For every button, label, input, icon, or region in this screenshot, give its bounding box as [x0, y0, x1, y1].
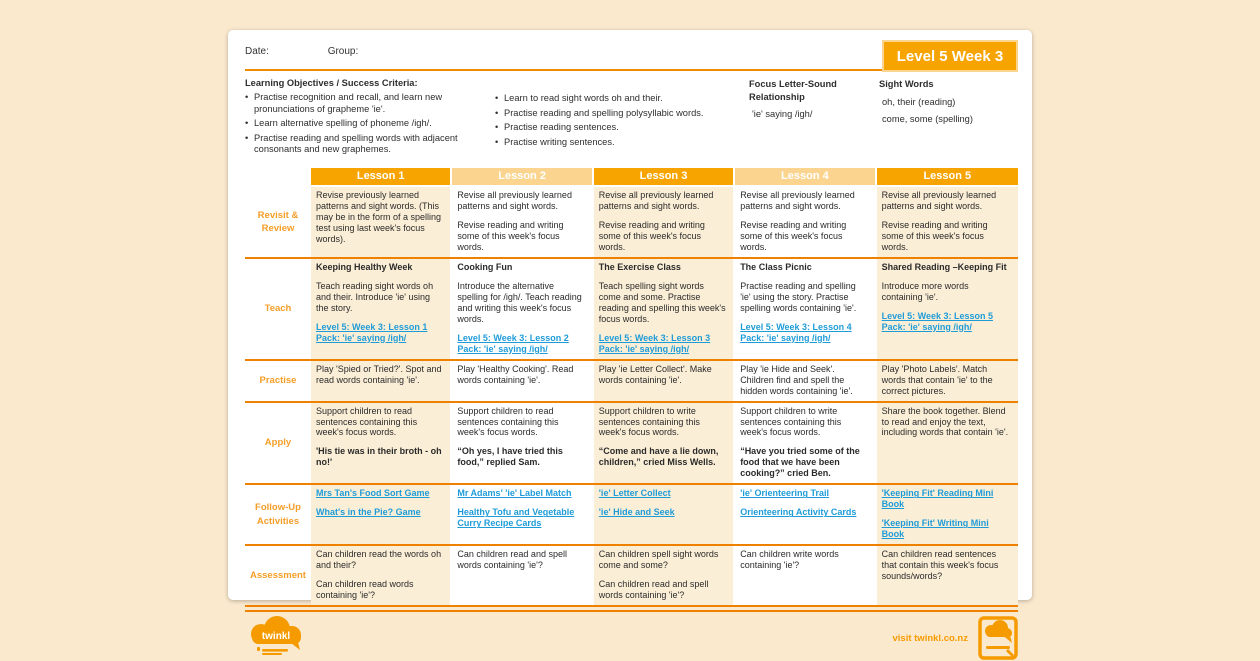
group-label: Group:: [327, 46, 359, 57]
lesson-header-1: Lesson 1: [311, 168, 452, 185]
cell-text: Practise reading and spelling 'ie' using the story. Practise spelling words containing 'ie'.: [740, 280, 857, 313]
focus-heading: Focus Letter-Sound Relationship: [749, 79, 837, 102]
cell-assessment-lesson-3: [594, 546, 735, 605]
cell-assessment-lesson-2: [452, 546, 593, 605]
cell-text: Share the book together. Blend to read and enjoy the text, including words that contain 'ie'.: [881, 405, 1009, 438]
cell-revisit-lesson-1: [311, 187, 452, 257]
resource-link[interactable]: Healthy Tofu and Vegetable Curry Recipe Cards: [457, 507, 575, 529]
cell-text: Revise all previously learned patterns and sight words.: [598, 190, 714, 211]
objectives-list-2: [495, 93, 745, 148]
lesson-header-3: Lesson 3: [594, 168, 735, 185]
cell-heading: The Exercise Class: [598, 261, 681, 272]
row-label-assessment: Assessment: [250, 570, 306, 581]
objective-text: Practise recognition and recall, and learn new pronunciations of grapheme 'ie'.: [254, 92, 443, 114]
cell-apply-lesson-2: [452, 403, 593, 484]
bullet-icon: •: [495, 107, 499, 118]
table-header-row: [245, 168, 1018, 187]
bullet-icon: •: [245, 118, 249, 129]
resource-link[interactable]: Level 5: Week 3: Lesson 1 Pack: 'ie' saying /igh/: [316, 321, 428, 343]
objective-text: Practise writing sentences.: [504, 136, 615, 147]
svg-text:twinkl: twinkl: [261, 631, 291, 643]
table-body: [245, 187, 1018, 607]
cell-heading: Shared Reading –Keeping Fit: [881, 261, 1007, 272]
footer-right: [893, 616, 1019, 660]
cell-text: Can children spell sight words come and some?: [598, 549, 719, 571]
cell-revisit-lesson-4: [735, 187, 876, 257]
objective-text: Learn alternative spelling of phoneme /igh/.: [254, 118, 432, 129]
row-label-apply: Apply: [264, 437, 292, 449]
cell-revisit-lesson-5: [877, 187, 1018, 257]
sight-words: [873, 78, 1018, 164]
cell-teach-lesson-1: [311, 259, 452, 359]
objective-text: Practise reading and spelling words with adjacent consonants and new graphemes.: [254, 132, 458, 155]
cell-teach-lesson-4: [735, 259, 876, 359]
resource-link[interactable]: Orienteering Activity Cards: [740, 507, 857, 518]
cell-text: Revise reading and writing some of this week's focus words.: [740, 219, 847, 252]
cell-text: Play 'ie Letter Collect'. Make words containing 'ie'.: [598, 363, 712, 385]
cell-teach-lesson-5: [877, 259, 1018, 359]
cell-text: Revise reading and writing some of this week's focus words.: [457, 219, 564, 252]
table-row-practise: [245, 361, 1018, 403]
footer-divider: [245, 610, 1018, 612]
objectives-heading: Learning Objectives / Success Criteria:: [245, 78, 418, 88]
cell-text: Revise all previously learned patterns and sight words.: [457, 190, 572, 211]
resource-link[interactable]: What's in the Pie? Game: [316, 507, 421, 518]
cell-heading: “Oh yes, I have tried this food,” replied Sam.: [457, 446, 563, 468]
objective-text: Practise reading sentences.: [504, 122, 619, 133]
objective-item: [495, 122, 745, 134]
cell-text: Revise all previously learned patterns and sight words.: [740, 190, 855, 211]
cell-practise-lesson-1: [311, 361, 452, 401]
cell-text: Teach reading sight words oh and their. Introduce 'ie' using the story.: [316, 280, 434, 313]
resource-link[interactable]: Level 5: Week 3: Lesson 3 Pack: 'ie' saying /igh/: [598, 332, 711, 354]
lesson-header-4: Lesson 4: [735, 168, 876, 185]
cell-apply-lesson-1: [311, 403, 452, 484]
cell-text: Play 'Spied or Tried?'. Spot and read words containing 'ie'.: [316, 363, 442, 385]
cell-text: Revise all previously learned patterns and sight words.: [881, 190, 997, 211]
date-label: Date:: [245, 46, 269, 57]
cell-heading: “Come and have a lie down, children,” cried Miss Wells.: [598, 446, 719, 468]
cell-revisit-lesson-3: [594, 187, 735, 257]
cell-text: Play 'Photo Labels'. Match words that contain 'ie' to the correct pictures.: [881, 363, 993, 396]
bullet-icon: •: [245, 132, 249, 143]
cell-text: Can children read and spell words containing 'ie'?: [457, 549, 567, 571]
row-label-teach: Teach: [264, 303, 292, 315]
cell-followup-lesson-5: [877, 485, 1018, 544]
cell-text: Support children to write sentences containing this week's focus words.: [740, 405, 842, 438]
cell-practise-lesson-5: [877, 361, 1018, 401]
resource-link[interactable]: Level 5: Week 3: Lesson 4 Pack: 'ie' saying /igh/: [740, 321, 852, 343]
objectives-list-1: [245, 92, 495, 156]
cell-teach-lesson-2: [452, 259, 593, 359]
cell-assessment-lesson-5: [877, 546, 1018, 605]
objective-item: [495, 93, 745, 105]
objective-item: [245, 118, 495, 130]
objective-item: [495, 108, 745, 120]
table-row-followup: [245, 485, 1018, 546]
footer: [245, 615, 1018, 661]
lesson-header-5: Lesson 5: [877, 168, 1018, 185]
lesson-plan-page: [228, 30, 1032, 644]
cell-text: Play 'ie Hide and Seek'. Children find and spell the hidden words containing 'ie'.: [740, 363, 853, 396]
table-row-teach: [245, 259, 1018, 361]
cell-text: Support children to read sentences containing this week's focus words.: [457, 405, 559, 438]
cell-text: Teach spelling sight words come and some. Practise reading and spelling this week's focus words.: [598, 280, 726, 324]
cell-practise-lesson-3: [594, 361, 735, 401]
twinkl-stamp-icon: [978, 616, 1018, 660]
objective-text: Practise reading and spelling polysyllabic words.: [504, 107, 704, 118]
cell-text: Can children read and spell words containing 'ie'?: [598, 579, 709, 601]
cell-text: Can children read sentences that contain this week's focus sounds/words?: [881, 549, 999, 582]
sight-words-heading: Sight Words: [879, 79, 934, 89]
cell-teach-lesson-3: [594, 259, 735, 359]
objective-item: [495, 137, 745, 149]
cell-text: Play 'Healthy Cooking'. Read words containing 'ie'.: [457, 363, 574, 385]
cell-revisit-lesson-2: [452, 187, 593, 257]
resource-link[interactable]: 'Keeping Fit' Writing Mini Book: [881, 518, 989, 540]
bullet-icon: •: [495, 93, 499, 103]
cell-text: Introduce more words containing 'ie'.: [881, 280, 969, 302]
objective-item: [245, 133, 495, 156]
bullet-icon: •: [495, 136, 499, 147]
twinkl-logo: [245, 616, 315, 660]
sight-words-reading: oh, their (reading): [882, 96, 956, 107]
cell-heading: 'His tie was in their broth - oh no!': [316, 446, 442, 468]
cell-apply-lesson-5: [877, 403, 1018, 484]
cell-text: Revise reading and writing some of this week's focus words.: [881, 219, 988, 252]
sight-words-spelling: come, some (spelling): [882, 113, 973, 124]
cell-text: Introduce the alternative spelling for /igh/. Teach reading and writing this week's focus words.: [457, 280, 582, 324]
cell-assessment-lesson-1: [311, 546, 452, 605]
bullet-icon: •: [495, 122, 499, 133]
objectives-section: [245, 78, 1018, 164]
resource-link[interactable]: Mr Adams' 'ie' Label Match: [457, 488, 572, 499]
resource-link[interactable]: 'Keeping Fit' Reading Mini Book: [881, 488, 994, 510]
resource-link[interactable]: 'ie' Hide and Seek: [598, 507, 675, 518]
cell-text: Can children write words containing 'ie'?: [740, 549, 839, 571]
cell-assessment-lesson-4: [735, 546, 876, 605]
cell-heading: Cooking Fun: [457, 261, 513, 272]
lesson-plan-table: [245, 168, 1018, 607]
cell-text: Revise previously learned patterns and sight words. (This may be in the form of a spelling test using last week's focus words).: [316, 190, 442, 244]
cell-followup-lesson-4: [735, 485, 876, 544]
row-label-revisit: Revisit & Review: [257, 209, 299, 234]
cell-practise-lesson-2: [452, 361, 593, 401]
cell-text: Revise reading and writing some of this week's focus words.: [598, 219, 705, 252]
cell-practise-lesson-4: [735, 361, 876, 401]
objective-text: Learn to read sight words oh and their.: [504, 93, 663, 103]
row-label-practise: Practise: [259, 374, 297, 386]
cell-followup-lesson-2: [452, 485, 593, 544]
objective-item: [245, 92, 495, 115]
cell-heading: “Have you tried some of the food that we have been cooking?” cried Ben.: [740, 446, 860, 479]
visit-twinkl-link[interactable]: visit twinkl.co.nz: [892, 632, 968, 644]
resource-link[interactable]: Level 5: Week 3: Lesson 5 Pack: 'ie' saying /igh/: [881, 310, 993, 332]
table-row-assessment: [245, 546, 1018, 607]
cell-text: Support children to read sentences containing this week's focus words.: [316, 405, 418, 438]
cell-text: Can children read words containing 'ie'?: [316, 579, 414, 601]
resource-link[interactable]: Level 5: Week 3: Lesson 2 Pack: 'ie' saying /igh/: [457, 332, 569, 354]
cell-text: Support children to write sentences containing this week's focus words.: [598, 405, 700, 438]
table-row-apply: [245, 403, 1018, 486]
cell-followup-lesson-1: [311, 485, 452, 544]
bullet-icon: •: [245, 92, 249, 102]
row-label-followup: Follow-Up Activities: [255, 502, 301, 527]
focus-letter-sound: [745, 78, 873, 164]
level-week-badge: Level 5 Week 3: [882, 40, 1018, 72]
objectives-column-1: [245, 78, 495, 164]
header-label-spacer: [245, 168, 311, 187]
cell-heading: The Class Picnic: [740, 261, 812, 272]
lesson-header-2: Lesson 2: [452, 168, 593, 185]
focus-value: 'ie' saying /igh/: [752, 109, 813, 120]
cell-followup-lesson-3: [594, 485, 735, 544]
cell-heading: Keeping Healthy Week: [316, 261, 413, 272]
cell-apply-lesson-4: [735, 403, 876, 484]
resource-link[interactable]: Mrs Tan's Food Sort Game: [316, 488, 430, 499]
objectives-column-2: [495, 78, 745, 164]
resource-link[interactable]: 'ie' Orienteering Trail: [740, 488, 829, 499]
resource-link[interactable]: 'ie' Letter Collect: [598, 488, 671, 499]
cell-text: Can children read the words oh and their?: [316, 549, 442, 571]
table-row-revisit: [245, 187, 1018, 259]
cell-apply-lesson-3: [594, 403, 735, 484]
